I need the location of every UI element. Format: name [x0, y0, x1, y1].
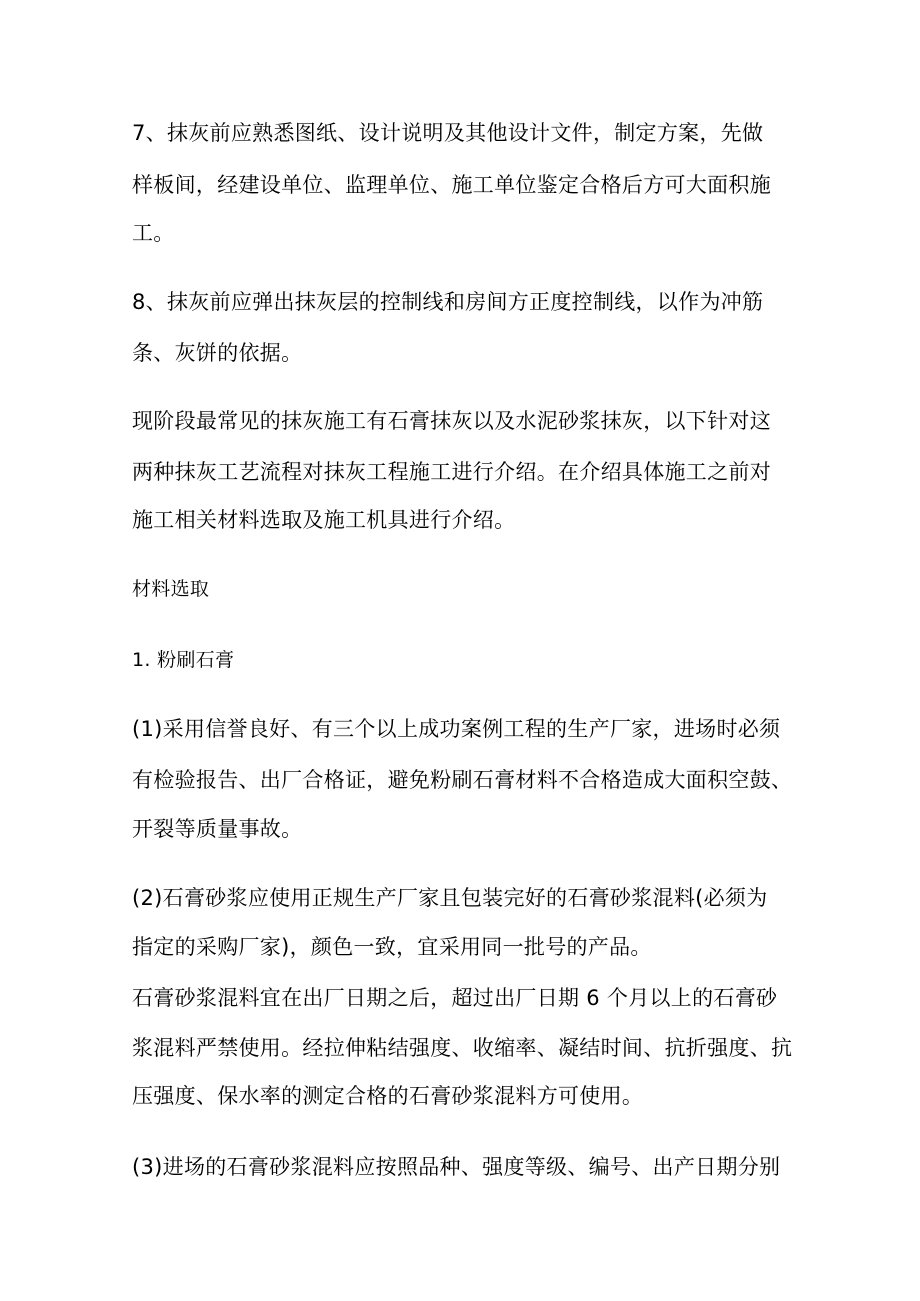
text-line: 施工相关材料选取及施工机具进行介绍。 — [132, 508, 516, 532]
text-line: 条、灰饼的依据。 — [132, 341, 303, 365]
subsection-heading: 1. 粉刷石膏 — [132, 649, 235, 671]
text-line: 指定的采购厂家)，颜色一致，宜采用同一批号的产品。 — [132, 935, 652, 959]
text-line: (2)石膏砂浆应使用正规生产厂家且包装完好的石膏砂浆混料(必须为 — [132, 886, 768, 910]
section-heading: 材料选取 — [132, 578, 210, 600]
text-line: 样板间，经建设单位、监理单位、施工单位鉴定合格后方可大面积施 — [132, 173, 771, 197]
text-line: 石膏砂浆混料宜在出厂日期之后，超过出厂日期 6 个月以上的石膏砂 — [132, 986, 778, 1010]
text-line: 压强度、保水率的测定合格的石膏砂浆混料方可使用。 — [132, 1084, 644, 1108]
text-line: 7、抹灰前应熟悉图纸、设计说明及其他设计文件，制定方案，先做 — [132, 121, 764, 145]
text-line: 8、抹灰前应弹出抹灰层的控制线和房间方正度控制线，以作为冲筋 — [132, 290, 764, 314]
text-line: 工。 — [132, 221, 175, 245]
text-line: 有检验报告、出厂合格证，避免粉刷石膏材料不合格造成大面积空鼓、 — [132, 768, 793, 792]
text-line: 现阶段最常见的抹灰施工有石膏抹灰以及水泥砂浆抹灰，以下针对这 — [132, 409, 771, 433]
text-line: 两种抹灰工艺流程对抹灰工程施工进行介绍。在介绍具体施工之前对 — [132, 460, 771, 484]
text-line: (1)采用信誉良好、有三个以上成功案例工程的生产厂家，进场时必须 — [132, 717, 781, 741]
text-line: (3)进场的石膏砂浆混料应按照品种、强度等级、编号、出产日期分别 — [132, 1155, 781, 1179]
text-line: 浆混料严禁使用。经拉伸粘结强度、收缩率、凝结时间、抗折强度、抗 — [132, 1036, 793, 1060]
text-line: 开裂等质量事故。 — [132, 817, 303, 841]
